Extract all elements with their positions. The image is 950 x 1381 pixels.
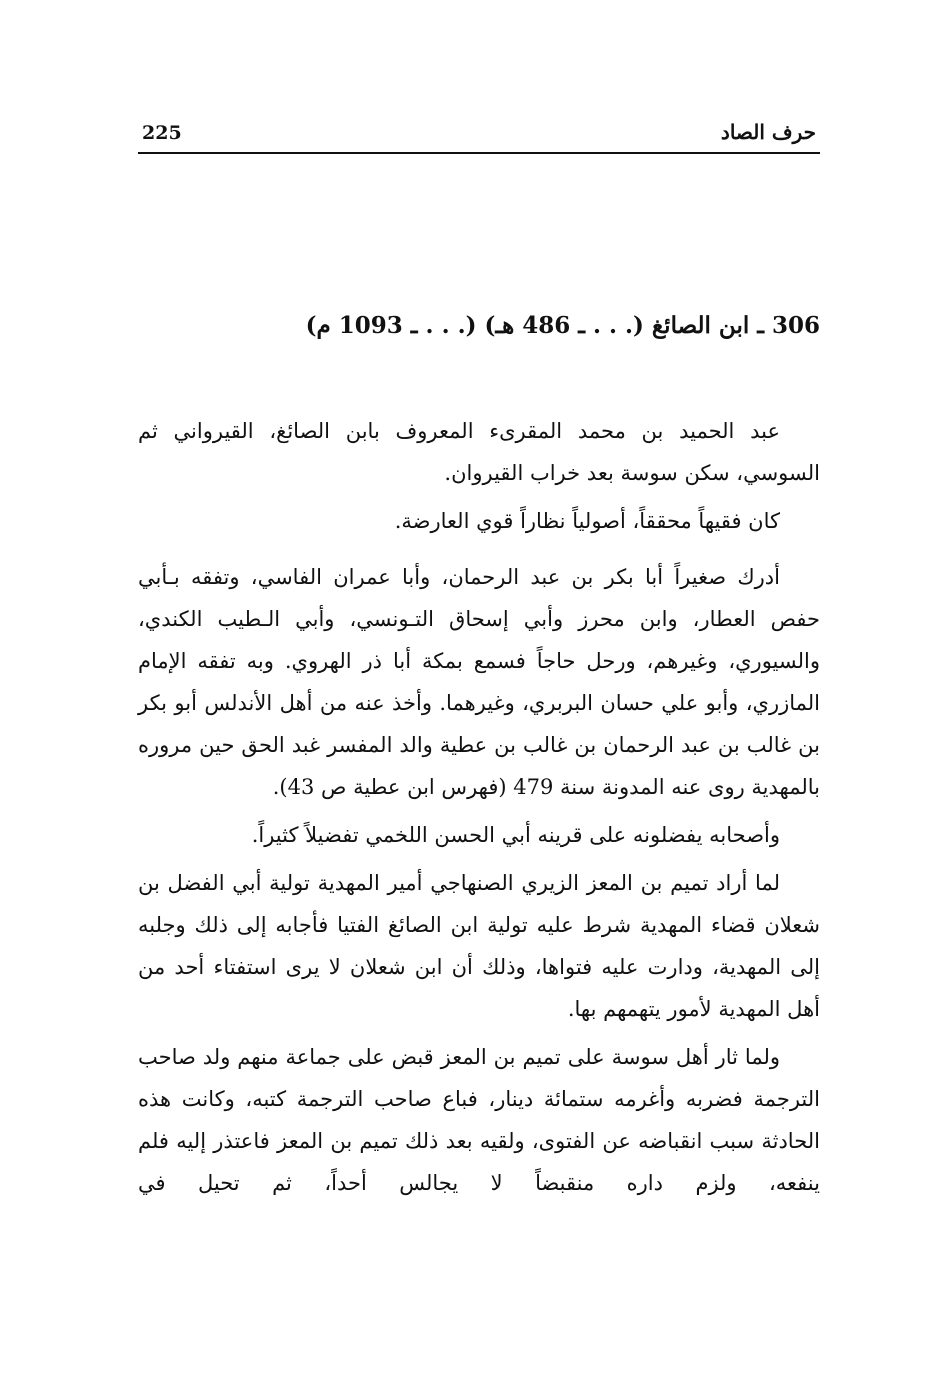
running-header — [138, 118, 820, 154]
paragraph-5: لما أراد تميم بن المعز الزيري الصنهاجي أمير المهدية تولية أبي الفضل بن شعلان قضاء المهدية شرط عليه تولية ابن الصائغ الفتيا فأجابه إلى ذلك وجلبه إلى المهدية، ودارت عليه فتواها، وذلك أن ابن شعلان لا يرى استفتاء أحد من أهل المهدية لأمور يتهمهم بها. — [138, 871, 820, 1021]
page-number: 225 — [142, 122, 182, 144]
paragraph-6: ولما ثار أهل سوسة على تميم بن المعز قبض على جماعة منهم ولد صاحب الترجمة فضربه وأغرمه ستمائة دينار، فباع صاحب الترجمة كتبه، وكانت هذه الحادثة سبب انقباضه عن الفتوى، ولقيه بعد ذلك تميم بن المعز فاعتذر إليه فلم ينفعه، ولزم داره منقبضاً لا يجالس أحداً، ثم تحيل في — [138, 1045, 820, 1195]
paragraph-2: كان فقيهاً محققاً، أصولياً نظاراً قوي العارضة. — [394, 509, 780, 533]
paragraph-1: عبد الحميد بن محمد المقرىء المعروف بابن الصائغ، القيرواني ثم السوسي، سكن سوسة بعد خراب القيروان. — [138, 419, 820, 485]
chapter-title: حرف الصاد — [720, 120, 816, 144]
entry-heading: 306 ـ ابن الصائغ (. . . ـ 486 هـ) (. . . ـ 1093 م) — [305, 312, 820, 339]
paragraph-4: وأصحابه يفضلونه على قرينه أبي الحسن اللخمي تفضيلاً كثيراً. — [251, 823, 780, 847]
paragraph-3: أدرك صغيراً أبا بكر بن عبد الرحمان، وأبا عمران الفاسي، وتفقه بـأبي حفص العطار، وابن محرز وأبي إسحاق التـونسي، وأبي الـطيب الكندي، والسيوري، وغيرهم، ورحل حاجاً فسمع بمكة أبا ذر الهروي. وبه تفقه الإمام المازري، وأبو علي حسان البربري، وغيرهما. وأخذ عنه من أهل الأندلس أبو بكر بن غالب بن عبد الرحمان بن غالب بن عطية والد المفسر غبد الحق حين مروره بالمهدية روى عنه المدونة سنة 479 (فهرس ابن عطية ص 43). — [138, 565, 820, 799]
body-text — [138, 410, 820, 1204]
